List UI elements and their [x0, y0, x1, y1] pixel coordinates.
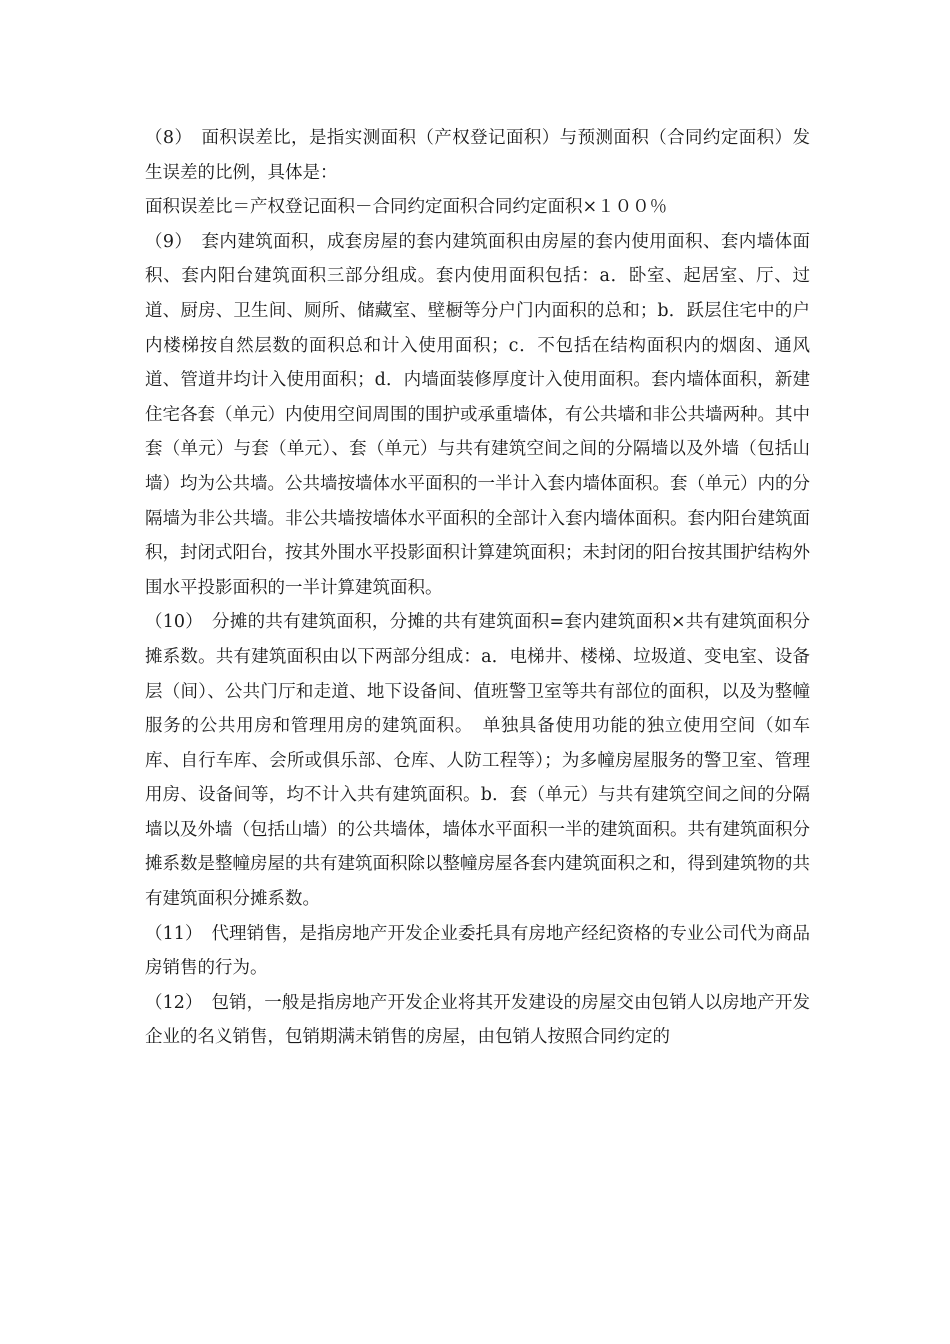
- paragraph-suite-building-area: （9） 套内建筑面积，成套房屋的套内建筑面积由房屋的套内使用面积、套内墙体面积、套内阳台建筑面积三部分组成。套内使用面积包括：a．卧室、起居室、厅、过道、厨房、卫生间、厕所、储藏室、壁橱等分户门内面积的总和；b．跃层住宅中的户内楼梯按自然层数的面积总和计入使用面积；c．不包括在结构面积内的烟囱、通风道、管道井均计入使用面积；d．内墙面装修厚度计入使用面积。套内墙体面积，新建住宅各套（单元）内使用空间周围的围护或承重墙体，有公共墙和非公共墙两种。其中套（单元）与套（单元）、套（单元）与共有建筑空间之间的分隔墙以及外墙（包括山墙）均为公共墙。公共墙按墙体水平面积的一半计入套内墙体面积。套（单元）内的分隔墙为非公共墙。非公共墙按墙体水平面积的全部计入套内墙体面积。套内阳台建筑面积，封闭式阳台，按其外围水平投影面积计算建筑面积；未封闭的阳台按其围护结构外围水平投影面积的一半计算建筑面积。: [145, 231, 810, 598]
- formula-area-error-ratio: 面积误差比＝产权登记面积－合同约定面积合同约定面积×１００％: [145, 197, 668, 218]
- paragraph-package-sales: （12） 包销，一般是指房地产开发企业将其开发建设的房屋交由包销人以房地产开发企业的名义销售，包销期满未销售的房屋，由包销人按照合同约定的: [145, 992, 810, 1048]
- paragraph-area-error-ratio: （8） 面积误差比，是指实测面积（产权登记面积）与预测面积（合同约定面积）发生误差的比例，具体是：: [145, 128, 810, 183]
- document-body: [145, 121, 810, 1055]
- paragraph-shared-building-area: （10） 分摊的共有建筑面积，分摊的共有建筑面积=套内建筑面积×共有建筑面积分摊系数。共有建筑面积由以下两部分组成：a．电梯井、楼梯、垃圾道、变电室、设备层（间）、公共门厅和走道、地下设备间、值班警卫室等共有部位的面积，以及为整幢服务的公共用房和管理用房的建筑面积。 单独具备使用功能的独立使用空间（如车库、自行车库、会所或俱乐部、仓库、人防工程等）；为多幢房屋服务的警卫室、管理用房、设备间等，均不计入共有建筑面积。b．套（单元）与共有建筑空间之间的分隔墙以及外墙（包括山墙）的公共墙体，墙体水平面积一半的建筑面积。共有建筑面积分摊系数是整幢房屋的共有建筑面积除以整幢房屋各套内建筑面积之和，得到建筑物的共有建筑面积分摊系数。: [145, 612, 810, 910]
- paragraph-agency-sales: （11） 代理销售，是指房地产开发企业委托具有房地产经纪资格的专业公司代为商品房销售的行为。: [145, 923, 810, 979]
